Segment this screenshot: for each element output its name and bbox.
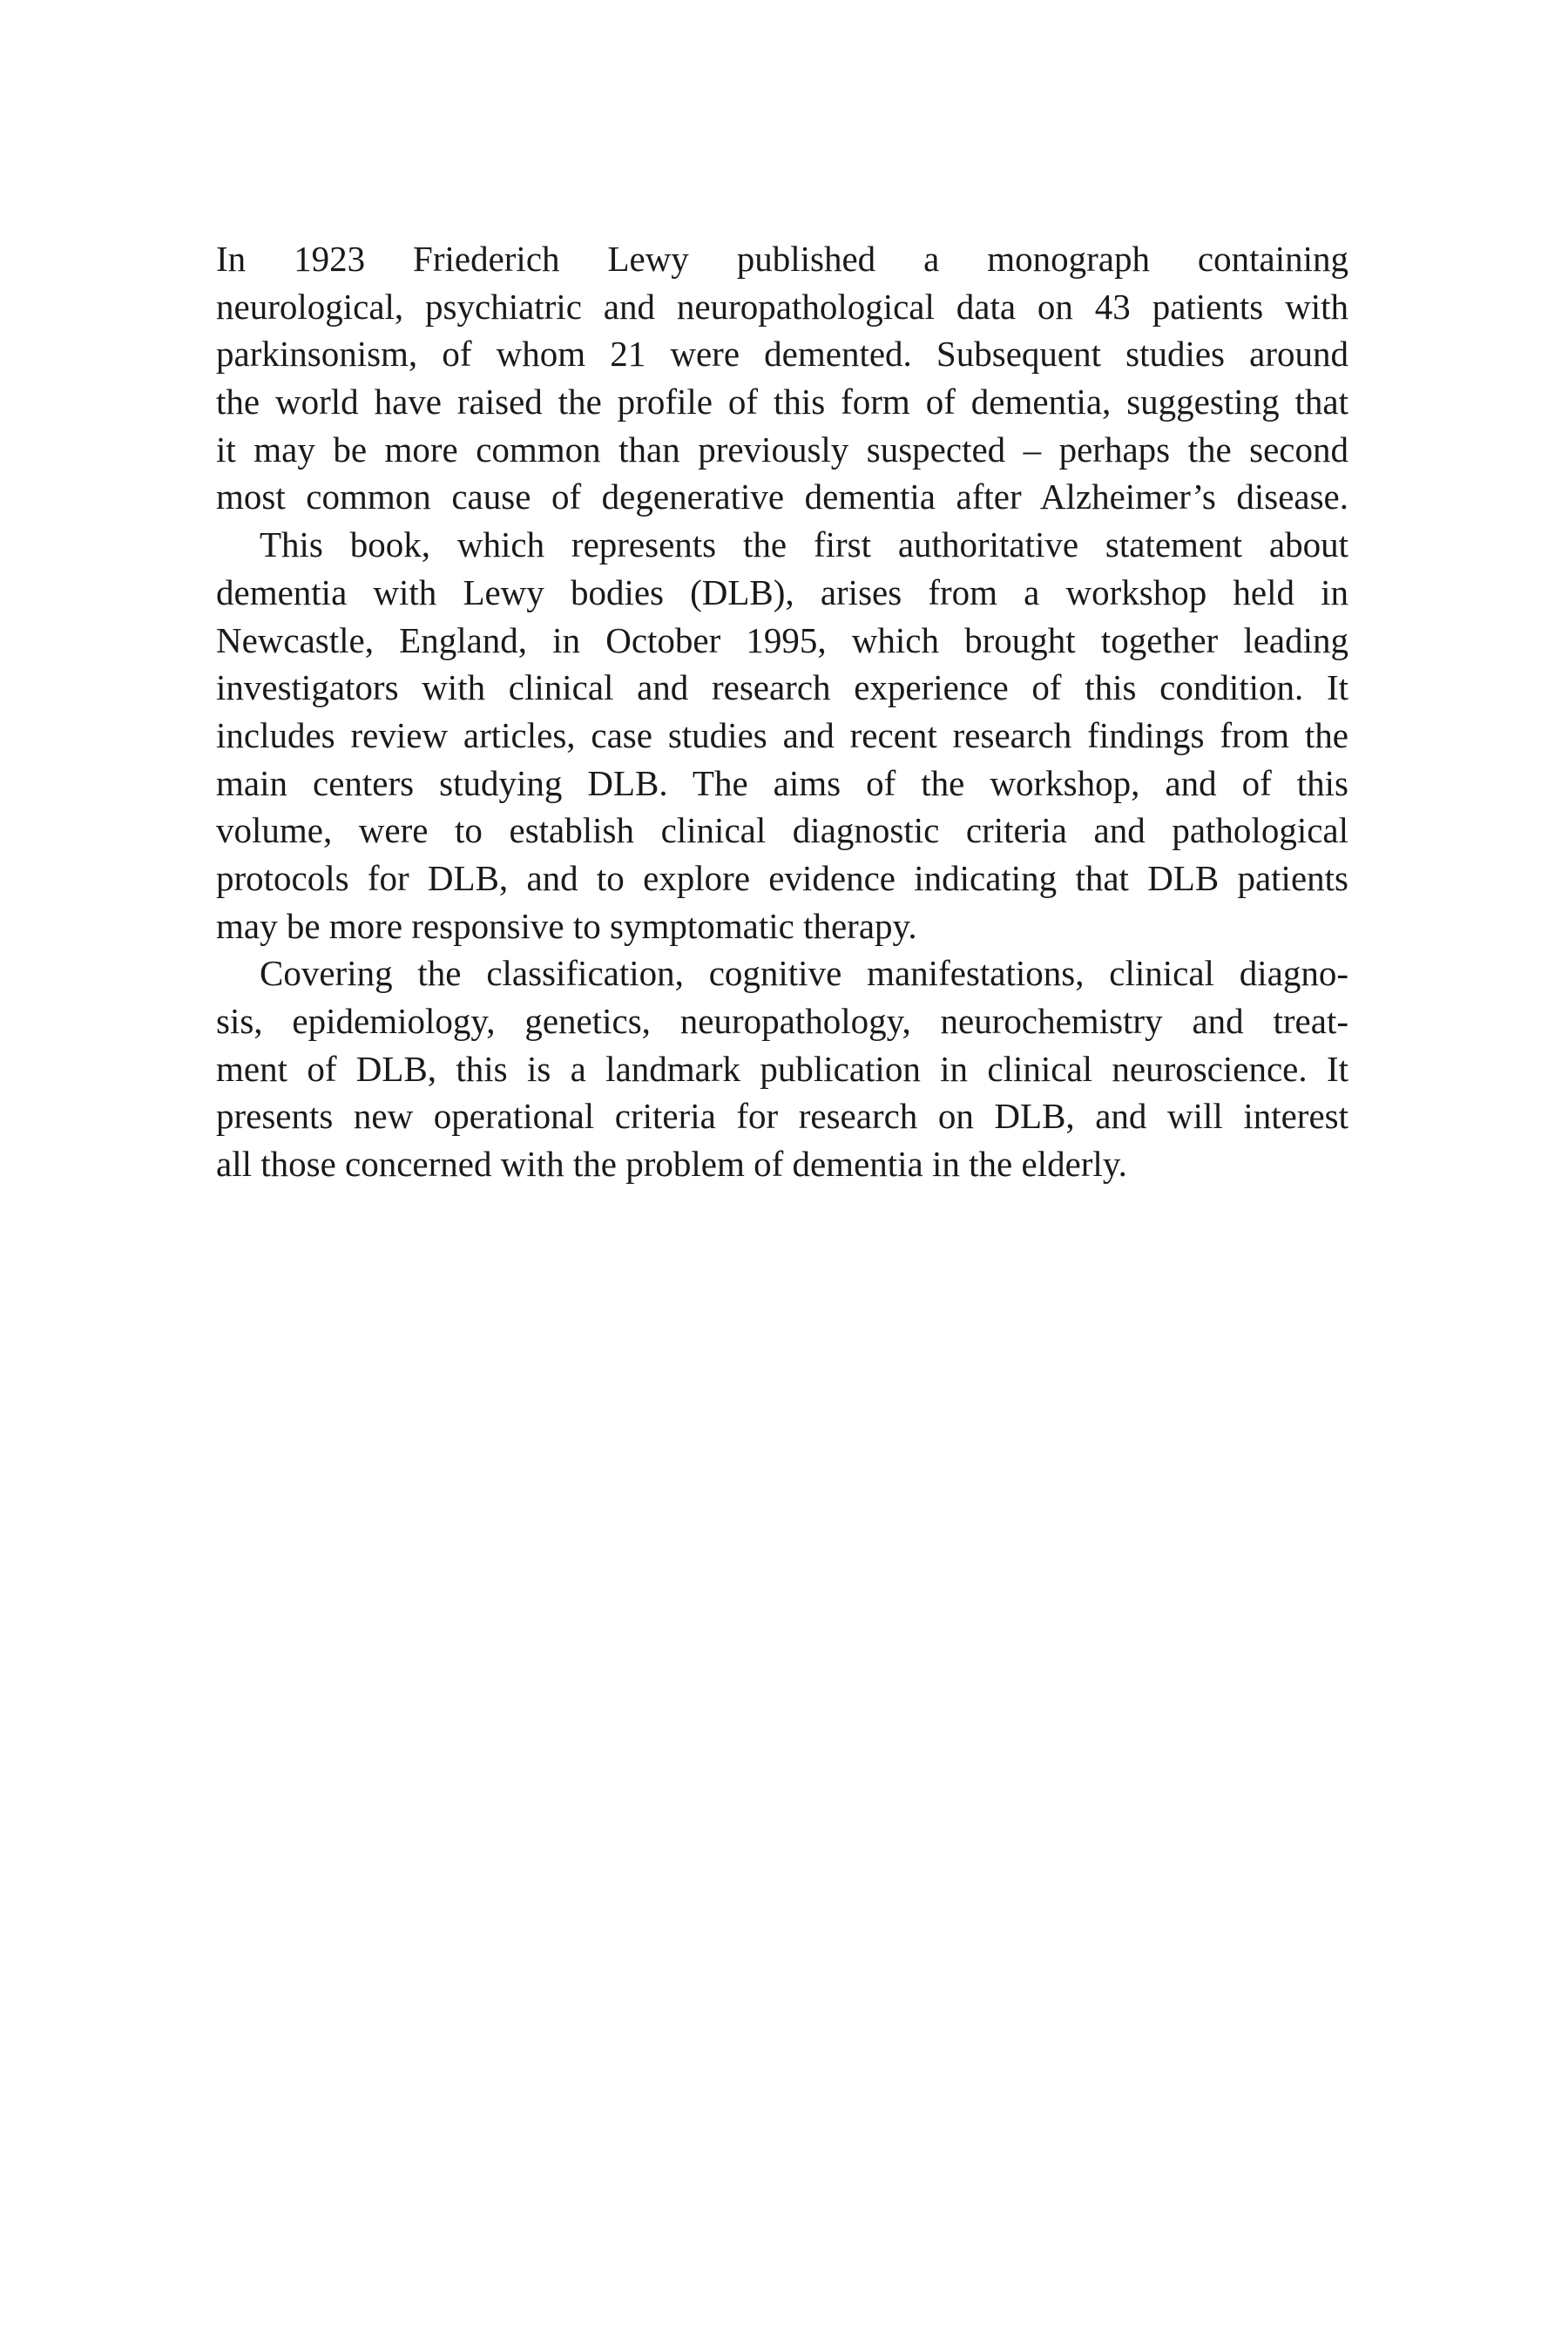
text-line: protocols for DLB, and to explore evidence indicating that DLB patients [216,857,1348,898]
text-line: the world have raised the profile of this form of dementia, suggesting that [216,382,1348,422]
text-line: Newcastle, England, in October 1995, which brought together leading [216,619,1348,660]
text-line: dementia with Lewy bodies (DLB), arises from a workshop held in [216,571,1348,612]
text-line: may be more responsive to symptomatic therapy. [216,905,917,946]
text-line: This book, which represents the first authoritative statement about [260,524,1348,565]
text-line: Covering the classification, cognitive manifestations, clinical diagno- [260,953,1348,994]
text-line: includes review articles, case studies and recent research findings from the [216,714,1348,755]
text-line: sis, epidemiology, genetics, neuropathology, neurochemistry and treat- [216,1001,1348,1041]
blurb-text [216,235,1348,1188]
text-line: volume, were to establish clinical diagnostic criteria and pathological [216,810,1348,851]
text-line: presents new operational criteria for research on DLB, and will interest [216,1096,1348,1137]
text-line: ment of DLB, this is a landmark publication in clinical neuroscience. It [216,1048,1348,1089]
paragraph-2 [216,521,1348,950]
paragraph-1 [216,235,1348,521]
text-line: In 1923 Friederich Lewy published a monograph containing [216,239,1348,279]
paragraph-3 [216,950,1348,1187]
text-line: it may be more common than previously suspected – perhaps the second [216,429,1348,470]
text-line: main centers studying DLB. The aims of the workshop, and of this [216,762,1348,803]
text-line: neurological, psychiatric and neuropathological data on 43 patients with [216,286,1348,327]
text-line: parkinsonism, of whom 21 were demented. Subsequent studies around [216,334,1348,375]
text-line: most common cause of degenerative dementia after Alzheimer’s disease. [216,476,1348,517]
text-line: all those concerned with the problem of dementia in the elderly. [216,1144,1127,1185]
text-line: investigators with clinical and research experience of this condition. It [216,667,1348,708]
